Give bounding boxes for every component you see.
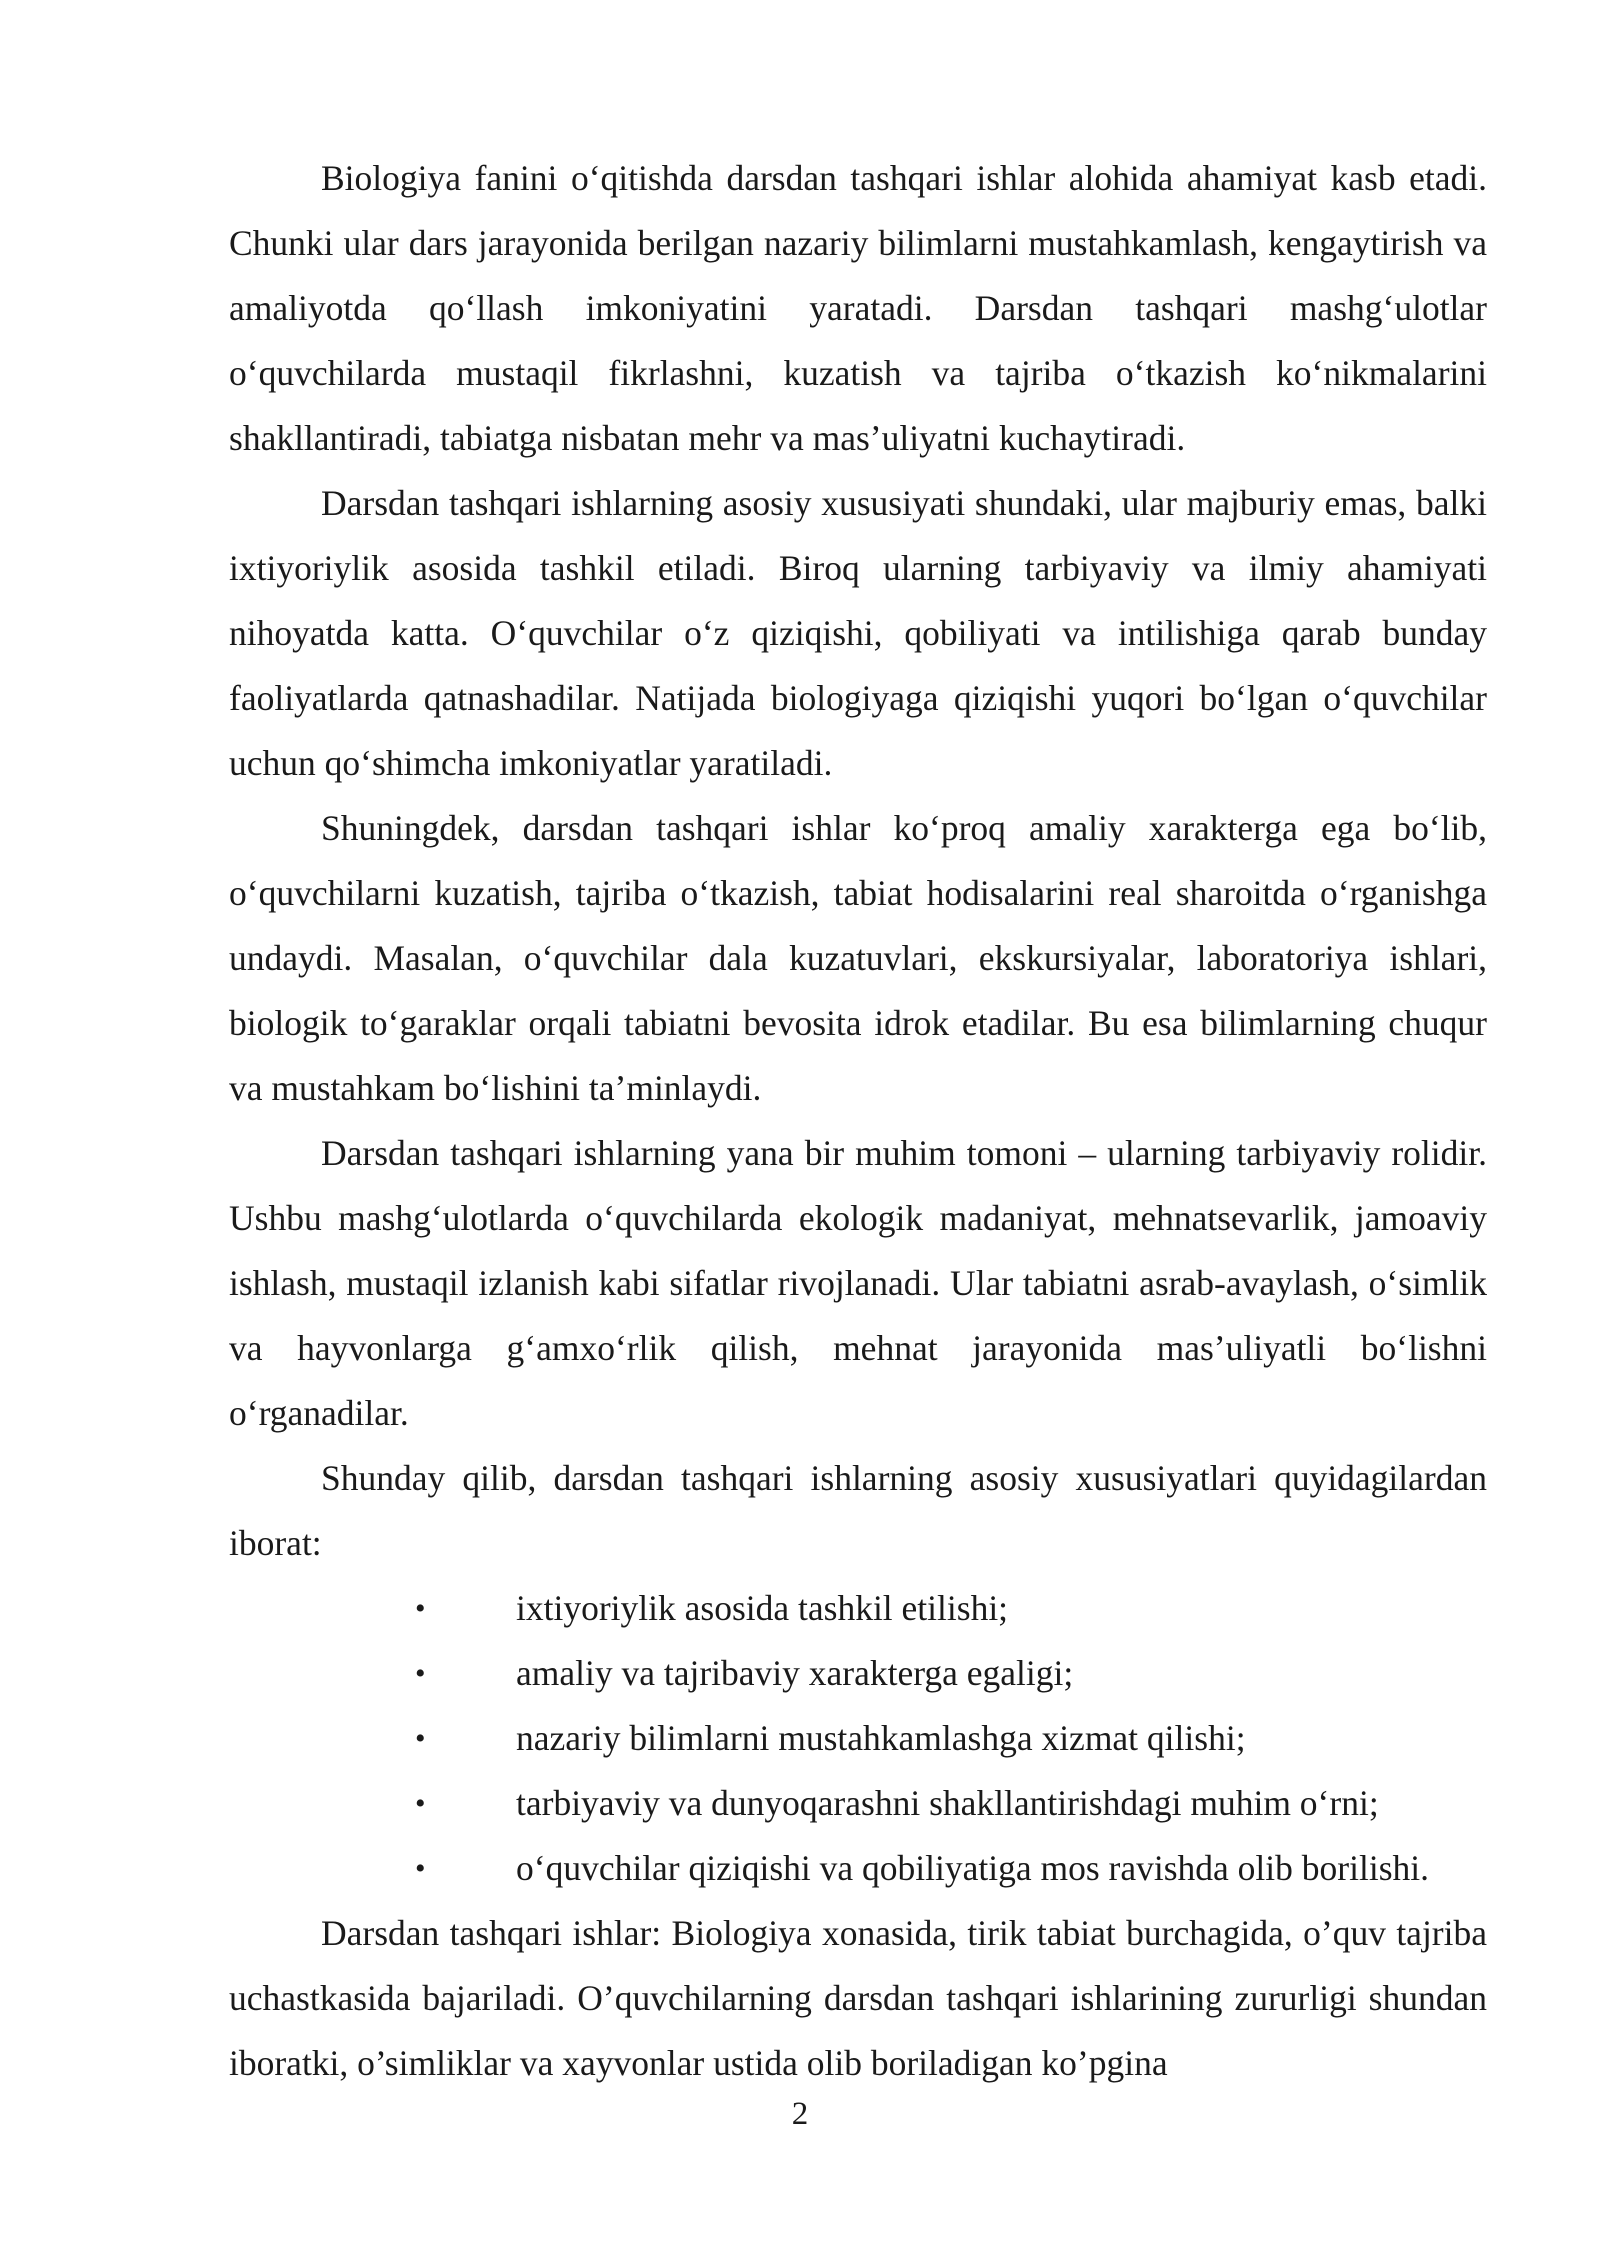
bullet-icon: •: [415, 1592, 426, 1625]
bullet-icon: •: [415, 1722, 426, 1755]
list-item: [229, 1576, 1487, 1641]
paragraph-locations: Darsdan tashqari ishlar: Biologiya xonasida, tirik tabiat burchagida, o’quv tajriba uchastkasida bajariladi. O’quvchilarning darsdan tashqari ishlarining zururligi shundan iboratki, o’simliklar va xayvonlar ustida olib boriladigan ko’pgina: [229, 1913, 1487, 2083]
paragraph-voluntary: Darsdan tashqari ishlarning asosiy xususiyati shundaki, ular majburiy emas, balki ixtiyoriylik asosida tashkil etiladi. Biroq ularning tarbiyaviy va ilmiy ahamiyati nihoyatda katta. Oʻquvchilar oʻz qiziqishi, qobiliyati va intilishiga qarab bunday faoliyatlarda qatnashadilar. Natijada biologiyaga qiziqishi yuqori boʻlgan oʻquvchilar uchun qoʻshimcha imkoniyatlar yaratiladi.: [229, 483, 1487, 783]
features-list: [229, 1576, 1487, 1901]
list-item-text: amaliy va tajribaviy xarakterga egaligi;: [516, 1653, 1074, 1693]
list-item-text: tarbiyaviy va dunyoqarashni shakllantirishdagi muhim oʻrni;: [516, 1783, 1379, 1823]
bullet-icon: •: [415, 1657, 426, 1690]
list-item: [229, 1706, 1487, 1771]
bullet-icon: •: [415, 1787, 426, 1820]
list-item-text: ixtiyoriylik asosida tashkil etilishi;: [516, 1588, 1009, 1628]
paragraph-summary: Shunday qilib, darsdan tashqari ishlarning asosiy xususiyatlari quyidagilardan iborat:: [229, 1458, 1487, 1563]
list-item-text: nazariy bilimlarni mustahkamlashga xizmat qilishi;: [516, 1718, 1246, 1758]
list-item: [229, 1836, 1487, 1901]
page-number: 2: [791, 2096, 809, 2132]
paragraph-intro: Biologiya fanini oʻqitishda darsdan tashqari ishlar alohida ahamiyat kasb etadi. Chunki ular dars jarayonida berilgan nazariy bilimlarni mustahkamlash, kengaytirish va amaliyotda qoʻllash imkoniyatini yaratadi. Darsdan tashqari mashgʻulotlar oʻquvchilarda mustaqil fikrlashni, kuzatish va tajriba oʻtkazish koʻnikmalarini shakllantiradi, tabiatga nisbatan mehr va masʼuliyatni kuchaytiradi.: [229, 158, 1487, 458]
bullet-icon: •: [415, 1852, 426, 1885]
list-item-text: oʻquvchilar qiziqishi va qobiliyatiga mos ravishda olib borilishi.: [516, 1848, 1429, 1888]
document-body: [229, 146, 1487, 2096]
list-item: [229, 1771, 1487, 1836]
paragraph-practical: Shuningdek, darsdan tashqari ishlar koʻproq amaliy xarakterga ega boʻlib, oʻquvchilarni kuzatish, tajriba oʻtkazish, tabiat hodisalarini real sharoitda oʻrganishga undaydi. Masalan, oʻquvchilar dala kuzatuvlari, ekskursiyalar, laboratoriya ishlari, biologik toʻgaraklar orqali tabiatni bevosita idrok etadilar. Bu esa bilimlarning chuqur va mustahkam boʻlishini taʼminlaydi.: [229, 808, 1487, 1108]
paragraph-educational-role: Darsdan tashqari ishlarning yana bir muhim tomoni – ularning tarbiyaviy rolidir. Ushbu mashgʻulotlarda oʻquvchilarda ekologik madaniyat, mehnatsevarlik, jamoaviy ishlash, mustaqil izlanish kabi sifatlar rivojlanadi. Ular tabiatni asrab-avaylash, oʻsimlik va hayvonlarga gʻamxoʻrlik qilish, mehnat jarayonida masʼuliyatli boʻlishni oʻrganadilar.: [229, 1133, 1487, 1433]
list-item: [229, 1641, 1487, 1706]
